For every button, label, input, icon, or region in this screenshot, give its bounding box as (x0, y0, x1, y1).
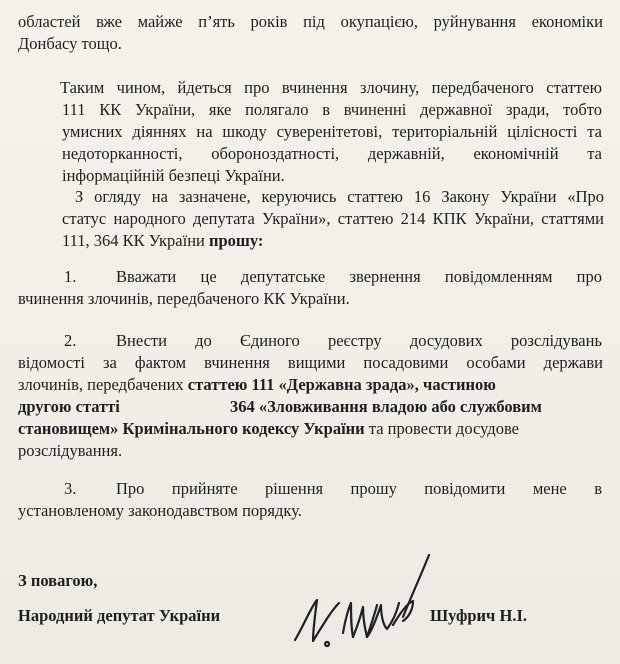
text-line: відомості за фактом вчинення вищими посадовими особами держави (18, 353, 603, 372)
closing-regards: З повагою, (18, 571, 98, 590)
signer-name: Шуфрич Н.І. (430, 606, 527, 625)
text-line (18, 418, 519, 440)
text-line: З огляду на зазначене, керуючись статтею 16 Закону України «Про (75, 187, 604, 206)
text-line (62, 230, 263, 252)
text-span: злочинів, передбачених (18, 375, 184, 394)
signer-position: Народний депутат України (18, 606, 221, 625)
text-line: розслідування. (18, 441, 123, 460)
text-line: другою статті (18, 397, 120, 416)
text-line: Про прийняте рішення прошу повідомити мене в (116, 479, 602, 498)
text-line: недоторканності, обороноздатності, державній, економічній та (62, 144, 602, 163)
text-line: статус народного депутата України», статтею 214 КПК України, статтями (62, 209, 604, 228)
request-word: прошу: (208, 231, 264, 250)
bold-span: статтею 111 «Державна зрада», частиною (187, 375, 496, 394)
text-line: вчинення злочинів, передбаченого КК України. (18, 289, 350, 308)
text-span: 111, 364 КК України (62, 231, 205, 250)
text-line (18, 374, 496, 396)
handwritten-signature (283, 545, 433, 655)
bold-span: становищем» Кримінального кодексу України (18, 419, 365, 438)
text-line: Внести до Єдиного реєстру досудових розслідувань (116, 331, 602, 350)
text-line: областей вже майже п’ять років під окупацією, руйнування економіки (18, 12, 603, 31)
text-line: установленому законодавством порядку. (18, 501, 302, 520)
text-line: Донбасу тощо. (18, 34, 122, 53)
text-line: умисних діяннях на шкоду суверенітетові, територіальній цілісності та (62, 122, 602, 141)
text-line: Таким чином, йдеться про вчинення злочину, передбаченого статтею (60, 78, 602, 97)
item-number: 2. (64, 331, 77, 350)
text-line: 364 «Зловживання владою або службовим (230, 397, 542, 416)
text-span: та провести досудове (368, 419, 519, 438)
text-line: інформаційній безпеці України. (62, 166, 285, 185)
item-number: 1. (64, 267, 77, 286)
item-number: 3. (64, 479, 77, 498)
text-line: Вважати це депутатське звернення повідомленням про (116, 267, 602, 286)
text-line: 111 КК України, яке полягало в вчиненні державної зради, тобто (62, 100, 602, 119)
